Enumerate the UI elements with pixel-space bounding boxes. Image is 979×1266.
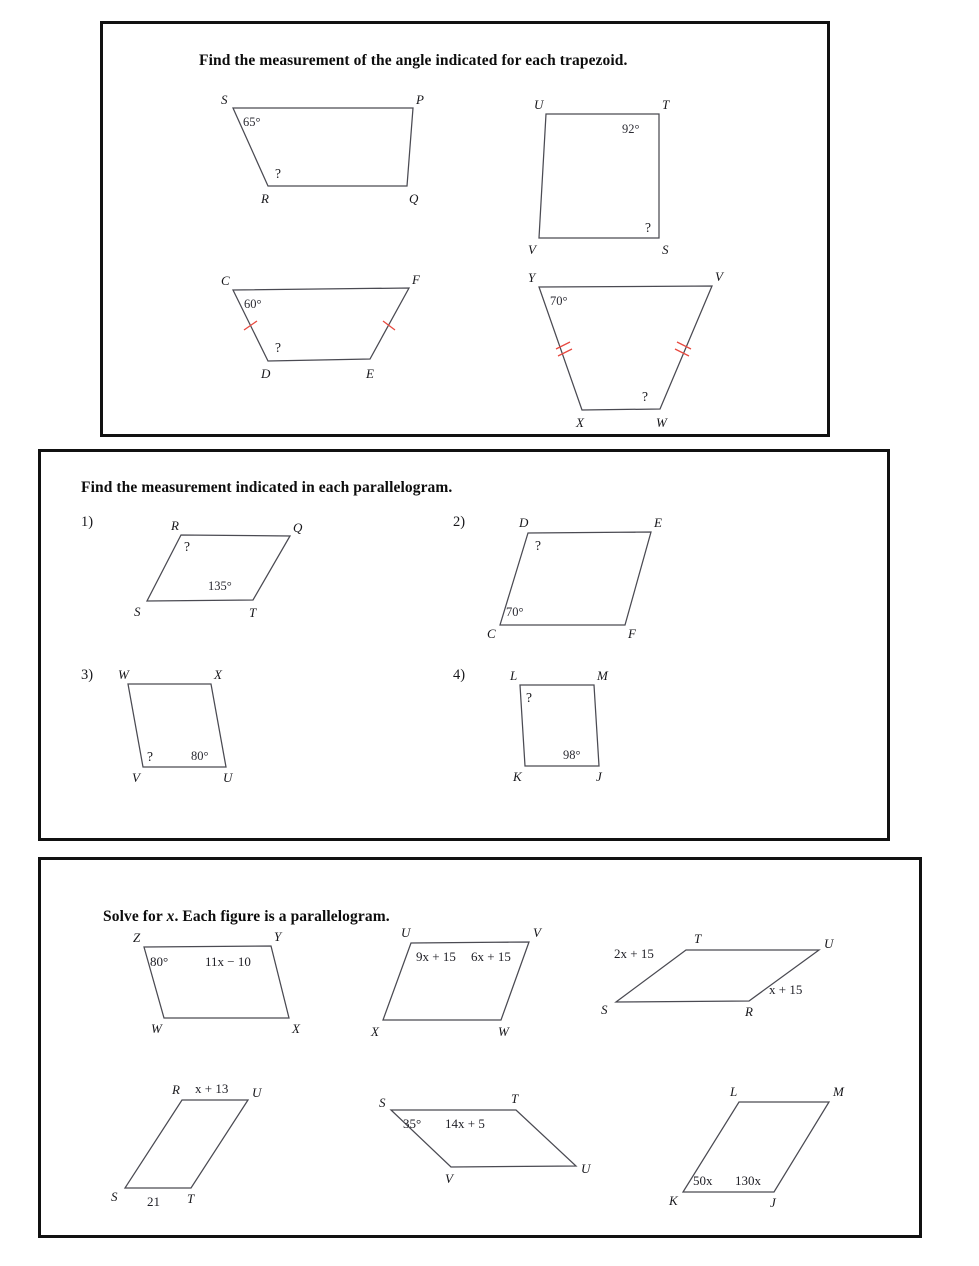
vertex-label-u: U [534, 97, 544, 112]
vertex-label-s: S [601, 1002, 608, 1017]
expression-11x-minus-10: 11x − 10 [205, 954, 251, 969]
unknown-angle-marker: ? [642, 389, 648, 404]
vertex-label-u: U [223, 770, 233, 785]
vertex-label-v: V [132, 770, 140, 785]
vertex-label-t: T [511, 1091, 519, 1106]
figure-solve-ruts [71, 1075, 301, 1225]
angle-value-65: 65° [243, 115, 261, 129]
expression-x-plus-13: x + 13 [195, 1081, 229, 1096]
angle-value-70: 70° [550, 294, 568, 308]
figure-solve-uvwx [366, 920, 566, 1040]
parallelogram-ruts-shape [125, 1100, 248, 1188]
vertex-label-z: Z [133, 930, 141, 945]
expression-6x-plus-15: 6x + 15 [471, 949, 511, 964]
vertex-label-t: T [249, 605, 257, 620]
vertex-label-j: J [596, 769, 602, 784]
angle-value-92: 92° [622, 122, 640, 136]
angle-value-80: 80° [191, 749, 209, 763]
problem-number-1: 1) [81, 514, 94, 530]
figure-trapezoid-spqr [213, 86, 443, 216]
unknown-angle-marker: ? [147, 749, 153, 764]
trapezoid-utsv-outline [539, 114, 659, 238]
unknown-angle-marker: ? [184, 539, 190, 554]
heading-tail: . Each figure is a parallelogram. [174, 908, 390, 925]
vertex-label-x: X [576, 415, 584, 430]
parallelogram-section-panel [38, 449, 890, 841]
expression-x-plus-15: x + 15 [769, 982, 803, 997]
vertex-label-e: E [366, 366, 374, 381]
vertex-label-m: M [597, 668, 608, 683]
congruence-tick-right-b [675, 349, 689, 356]
vertex-label-w: W [656, 415, 667, 430]
unknown-angle-marker: ? [535, 538, 541, 553]
figure-solve-turs [581, 928, 851, 1038]
problem-number-3: 3) [81, 667, 94, 683]
problem-number-4: 4) [453, 667, 466, 683]
heading-variable: x [166, 908, 175, 925]
heading-lead: Solve for [103, 908, 167, 925]
angle-value-70: 70° [506, 605, 524, 619]
expression-35-deg: 35° [403, 1116, 422, 1131]
congruence-tick-right [383, 321, 395, 330]
expression-80-deg: 80° [150, 954, 169, 969]
figure-solve-lmjk [631, 1075, 861, 1225]
vertex-label-q: Q [293, 520, 303, 535]
figure-trapezoid-yvwx [518, 254, 733, 429]
vertex-label-l: L [730, 1084, 738, 1099]
vertex-label-k: K [513, 769, 522, 784]
vertex-label-r: R [171, 518, 179, 533]
vertex-label-e: E [654, 515, 662, 530]
vertex-label-y: Y [274, 929, 282, 944]
vertex-label-k: K [669, 1193, 678, 1208]
figure-trapezoid-utsv [518, 82, 703, 262]
expression-14x-plus-5: 14x + 5 [445, 1116, 485, 1131]
vertex-label-f: F [628, 626, 636, 641]
vertex-label-s: S [379, 1095, 386, 1110]
vertex-label-x: X [292, 1021, 300, 1036]
unknown-angle-marker: ? [645, 220, 651, 235]
angle-value-60: 60° [244, 297, 262, 311]
vertex-label-v: V [715, 269, 723, 284]
vertex-label-x: X [214, 667, 222, 682]
vertex-label-s: S [111, 1189, 118, 1204]
vertex-label-v: V [445, 1171, 453, 1186]
vertex-label-w: W [118, 667, 129, 682]
vertex-label-u: U [824, 936, 834, 951]
vertex-label-t: T [662, 97, 670, 112]
trapezoid-section-heading: Find the measurement of the angle indicated for each trapezoid. [199, 52, 628, 69]
vertex-label-x: X [371, 1024, 379, 1039]
figure-parallelogram-2 [481, 514, 681, 639]
vertex-label-p: P [416, 92, 424, 107]
parallelogram-wxuv-outline [128, 684, 226, 767]
vertex-label-w: W [151, 1021, 162, 1036]
angle-value-98: 98° [563, 748, 581, 762]
vertex-label-l: L [510, 668, 518, 683]
vertex-label-t: T [187, 1191, 195, 1206]
expression-130x: 130x [735, 1173, 761, 1188]
vertex-label-r: R [172, 1082, 180, 1097]
vertex-label-r: R [261, 191, 269, 206]
unknown-angle-marker: ? [275, 166, 281, 181]
trapezoid-section-panel [100, 21, 830, 437]
figure-solve-zyxw [121, 928, 321, 1038]
congruence-tick-left-b [558, 349, 572, 356]
vertex-label-u: U [581, 1161, 591, 1176]
figure-parallelogram-4 [481, 667, 671, 787]
unknown-angle-marker: ? [275, 340, 281, 355]
vertex-label-q: Q [409, 191, 419, 206]
problem-number-2: 2) [453, 514, 466, 530]
vertex-label-u: U [252, 1085, 262, 1100]
vertex-label-d: D [261, 366, 271, 381]
solve-for-x-section-heading [103, 908, 390, 926]
vertex-label-v: V [528, 242, 536, 257]
vertex-label-u: U [401, 925, 411, 940]
vertex-label-t: T [694, 931, 702, 946]
expression-50x: 50x [693, 1173, 713, 1188]
figure-solve-stuv [341, 1088, 591, 1198]
vertex-label-w: W [498, 1024, 509, 1039]
vertex-label-j: J [770, 1195, 776, 1210]
congruence-tick-left [244, 321, 257, 330]
vertex-label-d: D [519, 515, 529, 530]
vertex-label-c: C [487, 626, 496, 641]
expression-21: 21 [147, 1194, 160, 1209]
expression-2x-plus-15: 2x + 15 [614, 946, 654, 961]
vertex-label-y: Y [528, 270, 536, 285]
vertex-label-m: M [833, 1084, 844, 1099]
parallelogram-section-heading: Find the measurement indicated in each parallelogram. [81, 479, 453, 496]
figure-trapezoid-cfed [213, 257, 443, 387]
angle-value-135: 135° [208, 579, 232, 593]
vertex-label-s: S [221, 92, 228, 107]
unknown-angle-marker: ? [526, 690, 532, 705]
solve-for-x-section-panel [38, 857, 922, 1238]
figure-parallelogram-3 [101, 667, 291, 787]
vertex-label-v: V [533, 925, 541, 940]
vertex-label-s: S [134, 604, 141, 619]
figure-parallelogram-1 [101, 518, 301, 628]
expression-9x-plus-15: 9x + 15 [416, 949, 456, 964]
vertex-label-s: S [662, 242, 669, 257]
vertex-label-r: R [745, 1004, 753, 1019]
congruence-tick-right-a [677, 342, 691, 349]
vertex-label-f: F [412, 272, 420, 287]
vertex-label-c: C [221, 273, 230, 288]
